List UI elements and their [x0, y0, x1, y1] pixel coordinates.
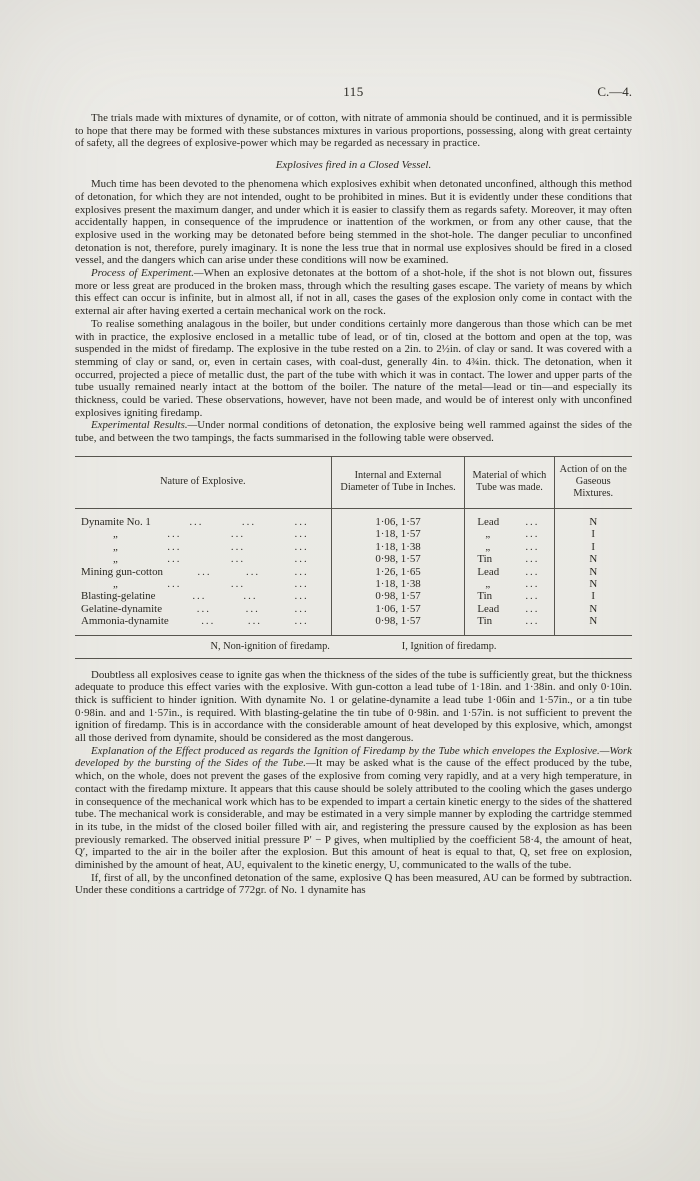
explosive-name: „	[113, 540, 118, 553]
cell-explosive	[75, 553, 331, 565]
cell-explosive	[75, 508, 331, 528]
leader-dots: ...	[247, 615, 263, 628]
leader-dots: ...	[294, 590, 309, 603]
col-header-nature-of-explosive: Nature of Explosive.	[75, 456, 331, 508]
material-name: Tin	[477, 553, 493, 566]
paragraph-lead: Explanation of the Effect produced as regards the Ignition of Firedamp by the Tube which envelopes the Explosive.—Work developed by the bursting of the Sides of the Tube.—	[75, 744, 632, 770]
cell-diameter: 0·98, 1·57	[331, 615, 465, 635]
cell-action: N	[554, 553, 632, 565]
leader-dots: ...	[294, 553, 309, 566]
cell-material	[465, 566, 554, 578]
leader-dots: ...	[294, 577, 309, 590]
material-name: Tin	[477, 615, 493, 628]
cell-action: N	[554, 578, 632, 590]
leader-dots: ...	[196, 602, 211, 615]
cell-diameter: 1·06, 1·57	[331, 508, 465, 528]
leader-dots: ...	[167, 577, 182, 590]
explosive-name: „	[113, 553, 118, 566]
cell-explosive	[75, 541, 331, 553]
material-name: Lead	[477, 565, 500, 578]
cell-explosive	[75, 528, 331, 540]
explosive-name: Ammonia-dynamite	[81, 615, 169, 628]
page-content	[75, 84, 632, 897]
table-footnote	[75, 641, 632, 652]
section-heading: Explosives fired in a Closed Vessel.	[275, 159, 432, 172]
cell-diameter: 1·06, 1·57	[331, 603, 465, 615]
results-table	[75, 456, 632, 636]
leader-dots: ...	[525, 615, 540, 628]
table-row	[75, 603, 632, 615]
footnote-non-ignition: N, Non-ignition of firedamp.	[210, 640, 330, 652]
cell-action: I	[554, 541, 632, 553]
leader-dots: ...	[525, 553, 540, 566]
paragraph-text: When an explosive detonates at the bottom of a shot-hole, if the shot is not blown out, fissures more or less great are produced in the broken mass, through which the resulting gases escape. The variety of means by which this effect can occur is infinite, but in almost all, if not in all, cases the gases of the explosion only come in contact with the external air after having exerted a certain mechanical work on the rock.	[75, 267, 632, 318]
paragraph-text: To realise something analagous in the boiler, but under conditions certainly more dangerous than those which can be met with in practice, the explosive enclosed in a metallic tube of lead, or of tin, closed at the bottom and open at the top, was suspended in the midst of firedamp. The explosive in the tube rested on a 2in. to 2½in. of clay or sand. It was covered with a stemming of clay or sand, or, even in certain cases, with coal-dust, generally 4in. to 4¾in. thick. The detonation, when it occurred, projected a piece of metallic dust, the part of the tube with which it was in contact. The lower and upper parts of the tube usually remained nearly intact at the bottom of the boiler. The nature of the metal—lead or tin—and especially its thickness, could be varied. These observations, however, have not been made, and would be of interest only with unconfined explosives igniting firedamp.	[75, 317, 632, 419]
cell-action: N	[554, 615, 632, 635]
explosive-name: „	[113, 528, 118, 541]
cell-diameter: 0·98, 1·57	[331, 553, 465, 565]
material-name: Lead	[477, 602, 500, 615]
paragraph	[75, 267, 632, 318]
leader-dots: ...	[167, 553, 182, 566]
paragraph-text: If, first of all, by the unconfined detonation of the same, explosive Q has been measured, AU can be formed by subtraction. Under these conditions a cartridge of 772gr. of No. 1 dynamite has	[75, 871, 632, 897]
cell-explosive	[75, 603, 331, 615]
cell-material	[465, 590, 554, 602]
leader-dots: ...	[294, 565, 309, 578]
leader-dots: ...	[525, 602, 540, 615]
cell-diameter: 1·18, 1·57	[331, 528, 465, 540]
cell-diameter: 0·98, 1·57	[331, 590, 465, 602]
cell-material	[465, 603, 554, 615]
cell-material	[465, 541, 554, 553]
explosive-name: Blasting-gelatine	[81, 590, 156, 603]
table-row	[75, 590, 632, 602]
paragraph-lead: Process of Experiment.—	[91, 267, 204, 280]
leader-dots: ...	[525, 540, 540, 553]
paragraph-lead: Experimental Results.—	[91, 419, 198, 432]
cell-action: N	[554, 508, 632, 528]
page-header	[75, 84, 632, 101]
table-row	[75, 528, 632, 540]
leader-dots: ...	[201, 615, 216, 628]
leader-dots: ...	[525, 528, 540, 541]
cell-diameter: 1·18, 1·38	[331, 541, 465, 553]
page-number: 115	[343, 84, 364, 99]
leader-dots: ...	[294, 515, 309, 528]
leader-dots: ...	[230, 553, 246, 566]
leader-dots: ...	[230, 540, 246, 553]
explosive-name: Mining gun-cotton	[81, 565, 163, 578]
cell-action: N	[554, 566, 632, 578]
leader-dots: ...	[294, 615, 309, 628]
table-row	[75, 615, 632, 635]
col-header-material: Material of which Tube was made.	[465, 456, 554, 508]
cell-material	[465, 508, 554, 528]
cell-diameter: 1·18, 1·38	[331, 578, 465, 590]
paragraph-intro	[75, 112, 632, 150]
leader-dots: ...	[197, 565, 212, 578]
paragraph-text: Much time has been devoted to the phenomena which explosives exhibit when detonated unconfined, although this method of detonation, for which they are not intended, ought to be prohibited in mines. But it is evidently under these conditions that explosives present the maximum danger, and under which it is easier to classify them as regards safety. Moreover, it may often accidentally happen, in consequence of the imprudence or inattention of the workmen, or from any other cause, that the explosive used in the working may be detonated before being stemmed in the shot-hole. The danger peculiar to unconfined detonation is not, therefore, purely imaginary. It is none the less true that in normal use explosives should be fired in a closed vessel, and the dangers which can arise under these conditions will now be examined.	[75, 178, 632, 267]
leader-dots: ...	[189, 515, 204, 528]
cell-explosive	[75, 590, 331, 602]
cell-material	[465, 553, 554, 565]
cell-material	[465, 528, 554, 540]
footnote-ignition: I, Ignition of firedamp.	[401, 640, 497, 652]
col-header-diameter: Internal and External Diameter of Tube in Inches.	[331, 456, 465, 508]
leader-dots: ...	[294, 528, 309, 541]
leader-dots: ...	[167, 528, 182, 541]
paragraph	[75, 178, 632, 267]
leader-dots: ...	[230, 528, 246, 541]
horizontal-rule	[75, 658, 632, 659]
cell-material	[465, 578, 554, 590]
explosive-name: Dynamite No. 1	[81, 515, 151, 528]
paragraph	[75, 669, 632, 745]
leader-dots: ...	[245, 565, 261, 578]
cell-explosive	[75, 615, 331, 635]
leader-dots: ...	[167, 540, 182, 553]
leader-dots: ...	[525, 565, 540, 578]
leader-dots: ...	[230, 577, 246, 590]
cell-explosive	[75, 566, 331, 578]
doc-reference: C.—4.	[597, 84, 632, 99]
leader-dots: ...	[294, 602, 309, 615]
paragraph	[75, 419, 632, 444]
explosive-name: Gelatine-dynamite	[81, 602, 163, 615]
material-name: „	[485, 528, 491, 541]
table-row	[75, 508, 632, 528]
paragraph-text: It may be asked what is the cause of the effect produced by the tube, which, on the whole, does not prevent the gases of the explosive from coming very rapidly, and at a very high temperature, in contact with the firedamp mixture. It appears that this cause should be solely attributed to the cooling which the gases undergo in consequence of the mechanical work which has to be expended to impart a certain kinetic energy to the sides of the shattered tube. The mechanical work is considerable, and may be estimated in a very simple manner by exploding the cartridge stemmed in its tube, in the midst of the closed boiler filled with air, and registering the pressure caused by the explosion as has been previously remarked. The observed initial pressure P′ − P gives, when multiplied by the coefficient 58·4, the amount of heat, Q′, imparted to the air in the boiler after the explosion. But this amount of heat is equal to that, Q, set free on explosion, diminished by the amount of heat, AU, equivalent to the kinetic energy, U, communicated to the walls of the tube.	[75, 757, 633, 872]
cell-action: N	[554, 603, 632, 615]
paragraph-text: Doubtless all explosives cease to ignite gas when the thickness of the sides of the tube is sufficiently great, but the thickness adequate to produce this effect varies with the explosive. With gun-cotton a lead tube of 1·18in. and 1·38in. and only 0·10in. thick is sufficient to hinder ignition. With dynamite No. 1 or gelatine-dynamite a lead tube 1·06in and 1·57in., or a tin tube 0·98in. and and 1·57in., is required. With blasting-gelatine the tin tube of 0·98in. and 1·57in. is not sufficient to prevent the ignition of firedamp. This is in accordance with the considerable amount of heat developed by this explosive, which, amongst all those derived from dynamite, should be considered as the most dangerous.	[75, 668, 632, 745]
table-row	[75, 541, 632, 553]
cell-explosive	[75, 578, 331, 590]
leader-dots: ...	[192, 590, 207, 603]
material-name: Tin	[477, 590, 493, 603]
cell-action: I	[554, 528, 632, 540]
cell-diameter: 1·26, 1·65	[331, 566, 465, 578]
table-row	[75, 553, 632, 565]
col-header-action: Action of on the Gaseous Mixtures.	[554, 456, 632, 508]
paragraph	[75, 872, 632, 897]
leader-dots: ...	[294, 540, 309, 553]
leader-dots: ...	[243, 590, 258, 603]
paragraph-text: The trials made with mixtures of dynamite, or of cotton, with nitrate of ammonia should be continued, and it is permissible to hope that there may be formed with these substances mixtures in various proportions, possessing, along with great certainty of safety, all the degrees of explosive-power which may be regarded as necessary in practice.	[75, 112, 632, 150]
table-row	[75, 566, 632, 578]
paragraph-text: Under normal conditions of detonation, the explosive being well rammed against the sides of the tube, and between the two tampings, the facts summarised in the following table were observed.	[75, 419, 632, 445]
leader-dots: ...	[245, 602, 260, 615]
table-row	[75, 578, 632, 590]
leader-dots: ...	[525, 515, 540, 528]
paragraph	[75, 318, 632, 420]
leader-dots: ...	[241, 515, 257, 528]
cell-material	[465, 615, 554, 635]
material-name: „	[485, 577, 491, 590]
material-name: Lead	[477, 515, 500, 528]
table-header-row	[75, 456, 632, 508]
explosive-name: „	[113, 577, 118, 590]
material-name: „	[485, 540, 491, 553]
paragraph	[75, 745, 632, 872]
cell-action: I	[554, 590, 632, 602]
leader-dots: ...	[525, 590, 540, 603]
leader-dots: ...	[525, 577, 540, 590]
